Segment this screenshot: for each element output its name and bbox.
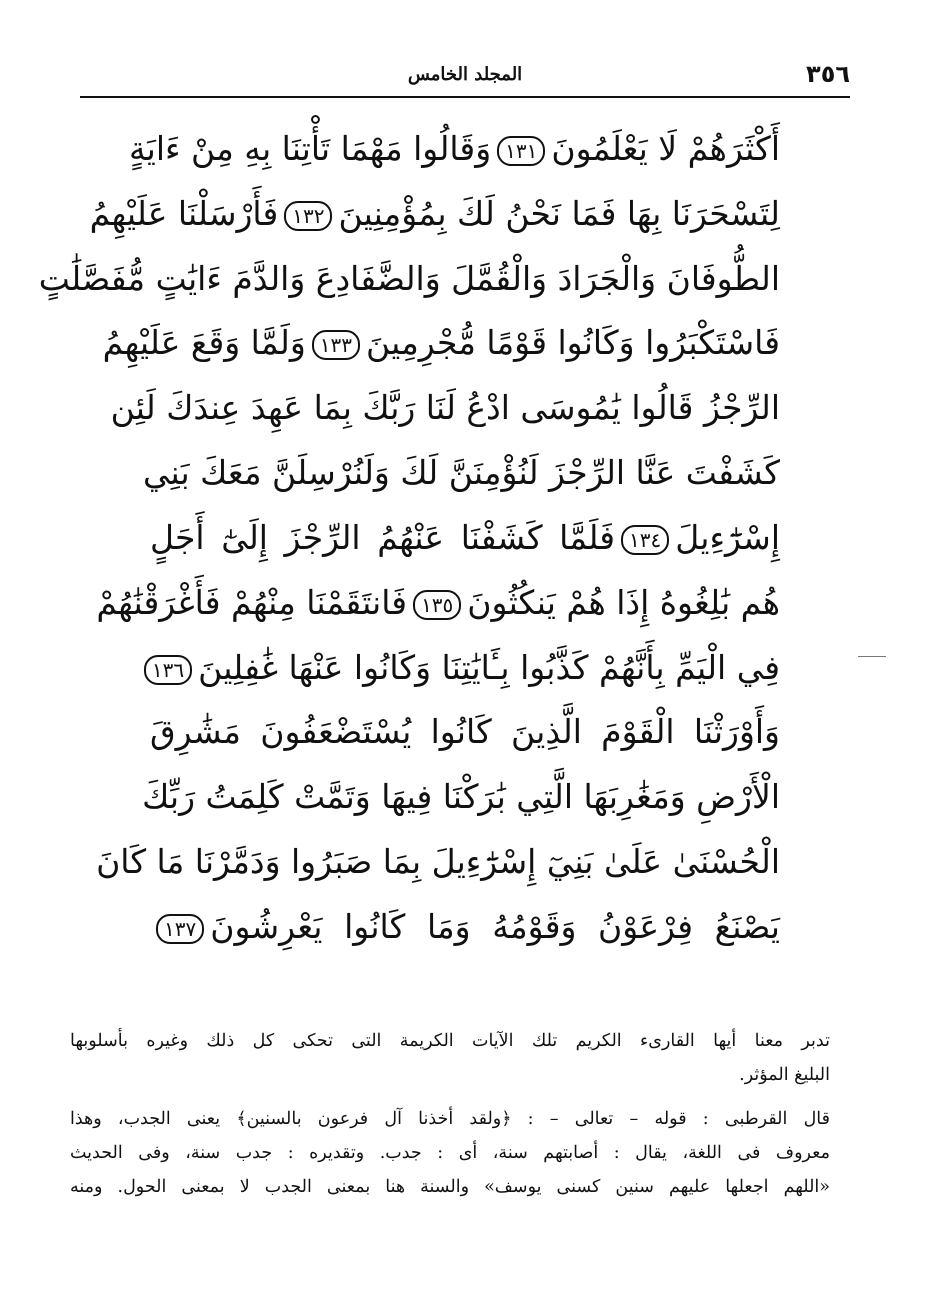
verse-line [128,118,780,180]
verse-line [150,896,780,958]
verse-text: الطُّوفَانَ وَالْجَرَادَ وَالْقُمَّلَ وَالضَّفَادِعَ وَالدَّمَ ءَايَٰتٍ مُّفَصَّلَٰتٍ [38,258,780,298]
verse-text: فَانتَقَمْنَا مِنْهُمْ فَأَغْرَقْنَٰهُمْ [96,582,408,622]
page-header [80,58,850,94]
verse-text: وَلَمَّا وَقَعَ عَلَيْهِمُ [102,323,306,363]
verse-line [96,572,780,634]
verse-line [150,507,780,569]
commentary-line: تدبر معنا أيها القارىء الكريم تلك الآيات الكريمة التى تحكى كل ذلك وغيره بأسلوبها [70,1031,830,1051]
verse-text: إِسْرَٰٓءِيلَ [675,517,780,557]
verse-text: الرِّجْزُ قَالُوا يَٰمُوسَى ادْعُ لَنَا رَبَّكَ بِمَا عَهِدَ عِندَكَ لَئِن [110,388,780,428]
verse-line [110,377,780,439]
header-rule [80,96,850,98]
verse-text: هُم بَٰلِغُوهُ إِذَا هُمْ يَنكُثُونَ [467,582,780,622]
quran-text-block [38,118,780,958]
commentary-line: «اللهم اجعلها عليهم سنين كسنى يوسف» والسنة هنا بمعنى الجدب لا بمعنى الحول. ومنه [70,1177,830,1197]
verse-text: وَقَالُوا مَهْمَا تَأْتِنَا بِهِ مِنْ ءَايَةٍ [128,129,492,168]
commentary-line: البليغ المؤثر. [739,1065,830,1085]
commentary-paragraph-2 [70,1102,830,1204]
verse-text: فِي الْيَمِّ بِأَنَّهُمْ كَذَّبُوا بِـَٔايَٰتِنَا وَكَانُوا عَنْهَا غَٰفِلِينَ [198,647,780,687]
verse-text: الْأَرْضِ وَمَغَٰرِبَهَا الَّتِي بَٰرَكْنَا فِيهَا وَتَمَّتْ كَلِمَتُ رَبِّكَ [142,777,780,817]
ayah-number-marker: ١٣٢ [284,201,332,231]
verse-line [150,637,780,699]
ayah-number-marker: ١٣١ [497,136,545,166]
margin-mark [858,656,886,657]
commentary-paragraph-1 [70,1024,830,1092]
ayah-number-marker: ١٣٥ [413,590,461,620]
verse-line [102,312,780,374]
running-head: المجلد الخامس [407,64,523,85]
verse-line [150,701,780,763]
commentary-line: قال القرطبى : قوله – تعالى – : ﴿ولقد أخذنا آل فرعون بالسنين﴾ يعنى الجدب، وهذا [70,1109,830,1129]
page-number: ٣٥٦ [806,60,850,88]
ayah-number-marker: ١٣٦ [144,655,192,685]
verse-text: فَاسْتَكْبَرُوا وَكَانُوا قَوْمًا مُّجْرِمِينَ [366,323,780,363]
ayah-number-marker: ١٣٣ [312,330,360,360]
verse-text: يَصْنَعُ فِرْعَوْنُ وَقَوْمُهُ وَمَا كَانُوا يَعْرِشُونَ [210,906,780,946]
verse-line [38,248,780,310]
verse-line [89,183,780,245]
commentary-block [70,1024,830,1204]
verse-line [96,831,780,893]
verse-text: لِتَسْحَرَنَا بِهَا فَمَا نَحْنُ لَكَ بِمُؤْمِنِينَ [338,193,780,233]
verse-text: فَلَمَّا كَشَفْنَا عَنْهُمُ الرِّجْزَ إِلَىٰٓ أَجَلٍ [150,517,616,557]
ayah-number-marker: ١٣٧ [156,914,204,944]
verse-text: كَشَفْتَ عَنَّا الرِّجْزَ لَنُؤْمِنَنَّ لَكَ وَلَنُرْسِلَنَّ مَعَكَ بَنِي [142,453,780,493]
verse-line [142,442,780,504]
commentary-line: معروف فى اللغة، يقال : أصابتهم سنة، أى : جدب. وتقديره : جدب سنة، وفى الحديث [70,1143,830,1163]
verse-text: أَكْثَرَهُمْ لَا يَعْلَمُونَ [551,129,780,168]
verse-line [142,766,780,828]
ayah-number-marker: ١٣٤ [621,525,669,555]
verse-text: وَأَوْرَثْنَا الْقَوْمَ الَّذِينَ كَانُوا يُسْتَضْعَفُونَ مَشَٰرِقَ [150,712,780,752]
verse-text: فَأَرْسَلْنَا عَلَيْهِمُ [89,193,279,233]
verse-text: الْحُسْنَىٰ عَلَىٰ بَنِيٓ إِسْرَٰٓءِيلَ بِمَا صَبَرُوا وَدَمَّرْنَا مَا كَانَ [96,842,780,882]
